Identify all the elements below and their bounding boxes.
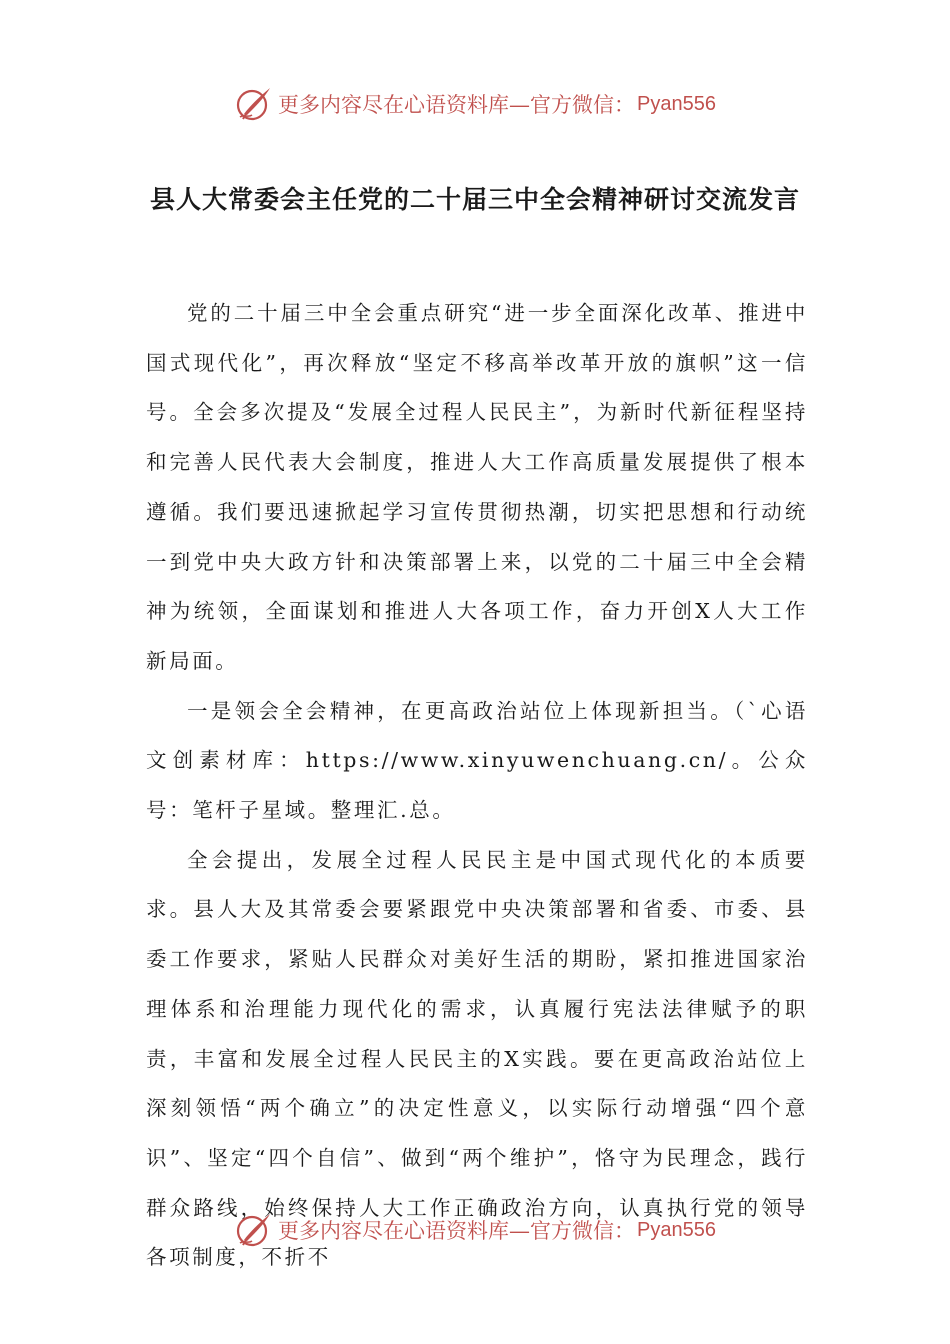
paragraph: 一是领会全会精神，在更高政治站位上体现新担当。（`心语文创素材库：https://www.xinyuwenchuang.cn/。公众号：笔杆子星域。整理汇.总。 xyxy=(146,698,808,823)
wechat-id: Pyan556 xyxy=(637,1218,716,1241)
footer-banner xyxy=(0,1208,950,1252)
wechat-id: Pyan556 xyxy=(637,92,716,115)
feather-pen-logo-icon xyxy=(234,84,274,124)
banner-text: 更多内容尽在心语资料库—官方微信： xyxy=(278,1219,636,1243)
banner-text: 更多内容尽在心语资料库—官方微信： xyxy=(278,93,636,117)
header-banner xyxy=(0,82,950,126)
paragraph: 全会提出，发展全过程人民民主是中国式现代化的本质要求。县人大及其常委会要紧跟党中央决策部署和省委、市委、县委工作要求，紧贴人民群众对美好生活的期盼，紧扣推进国家治理体系和治理能力现代化的需求，认真履行宪法法律赋予的职责，丰富和发展全过程人民民主的X实践。要在更高政治站位上深刻领悟“两个确立”的决定性意义，以实际行动增强“四个意识”、坚定“四个自信”、做到“两个维护”，恪守为民理念，践行群众路线，始终保持人大工作正确政治方向，认真执行党的领导各项制度，不折不 xyxy=(146,847,808,1270)
document-body xyxy=(146,289,808,1283)
document-title: 县人大常委会主任党的二十届三中全会精神研讨交流发言 xyxy=(149,185,800,214)
paragraph: 党的二十届三中全会重点研究“进一步全面深化改革、推进中国式现代化”，再次释放“坚定不移高举改革开放的旗帜”这一信号。全会多次提及“发展全过程人民民主”，为新时代新征程坚持和完善人民代表大会制度，推进人大工作高质量发展提供了根本遵循。我们要迅速掀起学习宣传贯彻热潮，切实把思想和行动统一到党中央大政方针和决策部署上来，以党的二十届三中全会精神为统领，全面谋划和推进人大各项工作，奋力开创X人大工作新局面。 xyxy=(146,301,808,673)
feather-pen-logo-icon xyxy=(234,1210,274,1250)
